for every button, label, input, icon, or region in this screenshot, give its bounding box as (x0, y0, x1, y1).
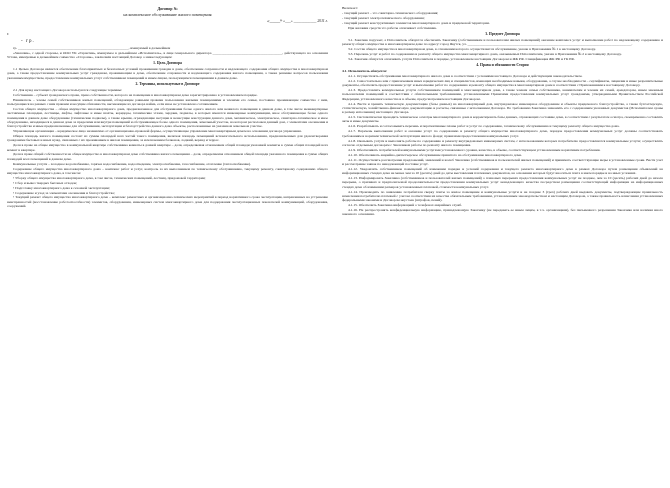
right-intro-line-1: Включает: (342, 6, 358, 10)
section-2-p-9: Коммунальные услуги – холодное водоснабжение, горячее водоснабжение, водоотведение, электроснабжение, газоснабжение, отопление (теплоснабжение). (13, 161, 252, 166)
section-2-p-8: Доля в праве общей собственности на общее имущество в многоквартирном доме собственника жилого помещения – доля, определяемая отношением общей площади указанного помещения к сумме общих площадей всех помещений в данном доме. (7, 152, 328, 161)
section-2-p-2: Собственник – субъект гражданского права, право собственности, которого на помещение в многоквартирном доме зарегистрировано в установленном порядке. (13, 92, 258, 97)
section-4-p-16: 4.1.15. Обеспечить Заказчика информацией о телефонах аварийных служб. (348, 203, 463, 208)
section-2-p-13: • Подготовку многоквартирного дома к сезонной эксплуатации; (13, 185, 110, 190)
section-3-p-1: 3.1. Заказчик поручает, а Исполнитель обязуется обеспечить Заказчику (собственникам и пользователям жилых помещений) оказание комплекса услуг и выполнение работ по надлежащему содержанию и ремонту общего имущества в многоквартирном доме по адресу: город Якутск, ул. ____________________________________________________________________________________________. (342, 37, 663, 47)
section-4-p-9: 4.1.8. Оказывать услуги и выполнять работы по содержанию и ремонту внутридомовых инженерных систем, с использованием которых потребителю предоставляются коммунальные услуги; осуществлять согласно отдельным договорам с Заказчиком работы по ремонту жилого помещения. (342, 138, 663, 147)
section-2-p-7: Доля в праве на общее имущество в коммунальной квартире собственника комнаты в данной квартире – доля, определяемая отношением общей площади указанной комнаты к сумме общих площадей всех комнат в квартире. (7, 143, 328, 152)
section-2-p-1: 2.1 Для нужд настоящего Договора используются следующие термины: (13, 87, 122, 92)
doc-top-mark: - гр. (21, 38, 35, 44)
section-2-p-12: • Сбор и вывоз твердых бытовых отходов; (13, 180, 78, 185)
section-title-3: 3. Предмет Договора (485, 32, 520, 37)
section-2-p-4: Состав общего имущества – общее имущество многоквартирного дома, предназначенное для обслуживания более одного жилого или нежилого помещения в данном доме, в том числе межквартирные лестничные площадки, лестницы, лифты, лифтовые и иные шахты, коридоры, технические этажи, чердаки, подвалы, в которых имеются инженерные коммуникации, иное обслуживающее более одного помещения в данном доме оборудование (технические подвалы), а также крыши, ограждающие несущие и ненесущие конструкции данного дома, механическое, электрическое, санитарно-техническое и иное оборудование, находящееся в данном доме за пределами или внутри помещений и обслуживающее более одного помещения, земельный участок, на котором расположен данный дом, с элементами озеленения и благоустройства и иные предназначенные для обслуживания, эксплуатации и благоустройства данного дома объекты, расположенные на указанном земельном участке. (7, 106, 328, 129)
section-title-4: 4. Права и обязанности Сторон (476, 63, 529, 68)
section-4-p-5: 4.1.4. Вести и хранить техническую документацию (базы данных) на многоквартирный дом, внутридомовое инженерное оборудование и объекты придомового благоустройства, а также бухгалтерскую, статистическую, хозяйственно-финансовую документацию и расчеты, связанные с исполнением Договора. По требованию Заказчика знакомить его с содержанием указанных документов (Исполнителем сданы в размер исполнения) настоящего Договора. (342, 101, 663, 115)
section-4-p-3: 4.1.2. Самостоятельно или с привлечением иных юридических лиц и специалистов, имеющих необходимые навыки, оборудование, а случае необходимости – сертификаты, лицензии и иные разрешительные документы, обеспечить предоставление услуг и выполнение работ по содержанию и ремонту общего имущества в многоквартирном доме в соответствии с Приложениями к настоящему Договору. (342, 78, 663, 88)
section-4-p-12: 4.1.11. Осуществлять рассмотрение предложений, заявлений и жалоб Заказчика (собственников и пользователей жилых помещений) и принимать соответствующие меры в установленные сроки. Вести учет и рассмотрение заявок по ненадлежащей поставке услуг. (342, 157, 663, 166)
section-4-p-14: 4.1.13. Информировать Заказчика (собственников и пользователей жилых помещений) о плановых перерывах предоставления коммунальных услуг не позднее, чем за 10 (десять) рабочих дней до начала перерыва, о причинах и предполагаемой продолжительности предоставления коммунальных услуг ненадлежащего качества посредством размещения соответствующей информации на информационных стендах дома об изменении размеров установленных платежей, стоимости коммунальных услуг. (342, 175, 663, 189)
section-4-p-2: 4.1.1. Осуществлять обслуживание многоквартирного жилого дома в соответствии с условиями настоящего Договора и действующим законодательством. (348, 73, 583, 78)
section-2-p-11: • Уборку общего имущества многоквартирного дома, в том числе, технических помещений, лестниц, придомовой территории; (13, 175, 206, 180)
section-3-p-2: 3.2. Состав общего имущества в многоквартирном доме, в отношении которого осуществляется обслуживание, указан в Приложении № 1 к настоящему Договору. (348, 47, 596, 52)
doc-title-line1: Договор № (157, 6, 178, 11)
section-4-p-13: 4.1.12. Уведомлять собственников помещений об изменении порядка и условий содержания и текущего ремонта многоквартирного дома в рамках Договора путем размещения объявлений на информационных стендах дома не менее чем за 10 (десять) дней до даты выставления платежных документов, на основании которых будут вноситься плата в ином порядке и на иных условиях. (342, 166, 663, 176)
right-intro-line-5: При желании средств это работы оплачивает собственник. (348, 25, 437, 30)
preamble-line-2: «Заказчик», с одной стороны, и ООО УК «Гарантия», именуемое в дальнейшем «Исполнитель», в лице генерального директора _______________________________________, действующего на основании Устава, именуемые в дальнейшем совместно «Стороны», заключили настоящий Договор о нижеследующем: (7, 50, 328, 59)
section-4-p-7: 4.1.6. Разрабатывать и согласовывать перечень и перспективные планы работ и услуг по содержанию, техническому обслуживанию и текущему ремонту общего имущества дома. (348, 124, 620, 129)
handwritten-date-mark: «____» (266, 17, 283, 25)
section-4-p-10: 4.1.9. Обеспечивать потребителей коммунальными услугами установленного уровня, качества, в объеме, соответствующем установленным нормативам потребления. (348, 147, 601, 152)
section-2-p-5: Управляющая организация – юридическое лицо независимо от организационно-правовой формы, осуществляющее управление многоквартирным домом на основании договора управления. (13, 129, 302, 134)
right-intro-line-3: - текущий ремонт электротехнического оборудования; (342, 15, 425, 20)
doc-date-text: «___» ____________ 2011 г. (283, 18, 328, 23)
doc-city: г. (7, 31, 10, 36)
section-1-p-1: 1.1 Целью Договора является обеспечение благоприятных и безопасных условий проживания граждан в доме, обеспечение сохранности и надлежащего содержания общего имущества в многоквартирном доме, а также предоставление коммунальных услуг гражданам, проживающим в доме, обеспечение сохранности и надлежащего содержания жилого помещения, а также решение вопросов пользования указанным имуществом, предоставление коммунальных услуг собственникам помещений и иным лицам, пользующимся помещениями в данном доме. (7, 67, 328, 80)
section-2-p-10: Содержание общего имущества многоквартирного дома – комплекс работ и услуг, контроль за их выполнением по техническому обслуживанию, текущему ремонту, санитарному содержанию общего имущества многоквартирного дома, в том числе: (7, 166, 328, 175)
right-intro-line-2: - текущий ремонт – это санитарно-технического оборудования; (342, 10, 439, 15)
section-4-p-15: 4.1.14. Производить по заявлению потребителя сверку платы за жилое помещение и коммунальные услуги и не позднее 3 (трех) рабочих дней выдавать документы, подтверждающие правильность начисления потребителю платежей с учетом соответствия их качества обязательным требованиям, установленным законодательством и настоящим Договором, а также правильность начисления установленных федеральными законами и Договором неустоек (штрафов, пеней). (342, 189, 663, 203)
section-4-p-8: 4.1.7. Перечень выполнения работ и оказание услуг по содержанию и ремонту общего имущества многоквартирного дома, порядок предоставления коммунальных услуг должны соответствовать требованиям и нормами технической эксплуатации жилого фонда; правилами предоставления коммунальных услуг. (342, 129, 663, 138)
section-title-1: 1. Цель Договора (153, 61, 182, 66)
section-4-p-1: 4.1. Исполнитель обязуется: (342, 69, 388, 74)
section-4-p-11: 4.1.10. Обеспечивать аварийно-диспетчерское обслуживание принятого на обслуживание многоквартирного дома. (348, 152, 522, 157)
section-4-p-6: 4.1.5. Систематически проводить техническое осмотры многоквартирного дома и корректировать базы данных, отражающих состояние дома, в соответствии с результатом осмотра, своевременно составлять акты и иные документы. (342, 115, 663, 124)
right-intro-line-4: - текущий ремонт конструктивных элементов многоквартирного дома и придомовой территории. (342, 20, 490, 25)
right-column (335, 6, 663, 484)
preamble-line-1: гр. ______________________________________________________________, именуемый в дальнейшем (13, 45, 171, 50)
section-4-p-4: 4.1.3. Предоставлять коммунальные услуги собственникам помещений в многоквартирном доме, а также членам семьи собственника, нанимателям и членам их семей, арендаторам, иным законным пользователям помещений в соответствии с обязательными требованиями, установленными Правилами предоставления коммунальных услуг гражданами, утвержденными Правительством Российской Федерации, установленного качества и в объеме, предусмотренном настоящим Договором. (342, 88, 663, 101)
section-title-2: 2. Термины, используемые в Договоре (135, 82, 200, 87)
section-2-p-6: Общее площадь жилого помещения состоит из суммы площадей всех частей такого помещения, включая площадь помещений вспомогательного использования, предназначенных для удовлетворения гражданами бытовых и иных нужд, связанных с их проживанием в жилом помещении, за исключением балконов, лоджий, веранд и террас. (7, 134, 328, 143)
section-2-p-14: • Содержание и уход за элементами озеленения и благоустройства; (13, 190, 115, 195)
doc-date (7, 18, 328, 24)
section-2-p-15: • Текущий ремонт общего имущества многоквартирного дома – комплекс ремонтных и организационно-технических мероприятий в период нормативного срока эксплуатации, направленных на устранение неисправностей (восстановление работоспособности) элементов, оборудования, инженерных систем многоквартирного дома для поддержания эксплуатационных показателей коммуникаций, оборудования, сооружений. (7, 195, 328, 209)
section-2-p-3: Наниматель – члены семей собственников жилых помещений, обладающие равными правами пользования жилыми помещениями и членами его семьи, постоянно проживающие совместно с ним, пользующиеся на равных с ним правами и несущие обязанности, вытекающие из договора найма, если иное не установлено соглашением. (7, 97, 328, 107)
section-4-p-17: 4.1.16. Не распространять конфиденциальную информацию, принадлежащую Заказчику (не передавать ее иным лицам, в т.ч. организациям), без письменного разрешения Заказчика или наличия иного законного основания. (342, 207, 663, 217)
section-3-p-3: 3.3. Перечень услуг и работ по содержанию и ремонту общего имущества многоквартирного дома, оказываемых Исполнителем, указан в Приложении № 2 к настоящему Договору. (348, 51, 622, 56)
left-column (7, 6, 335, 484)
section-3-p-4: 3.4. Заказчик обязуется оплачивать услуги Исполнителя в порядке, установленном настоящим Договором и ЖК РФ. Спецификация ЖК РФ и ГК РФ. (348, 56, 575, 61)
doc-title-line2: на комплексное обслуживание жилого помещения (123, 11, 212, 17)
